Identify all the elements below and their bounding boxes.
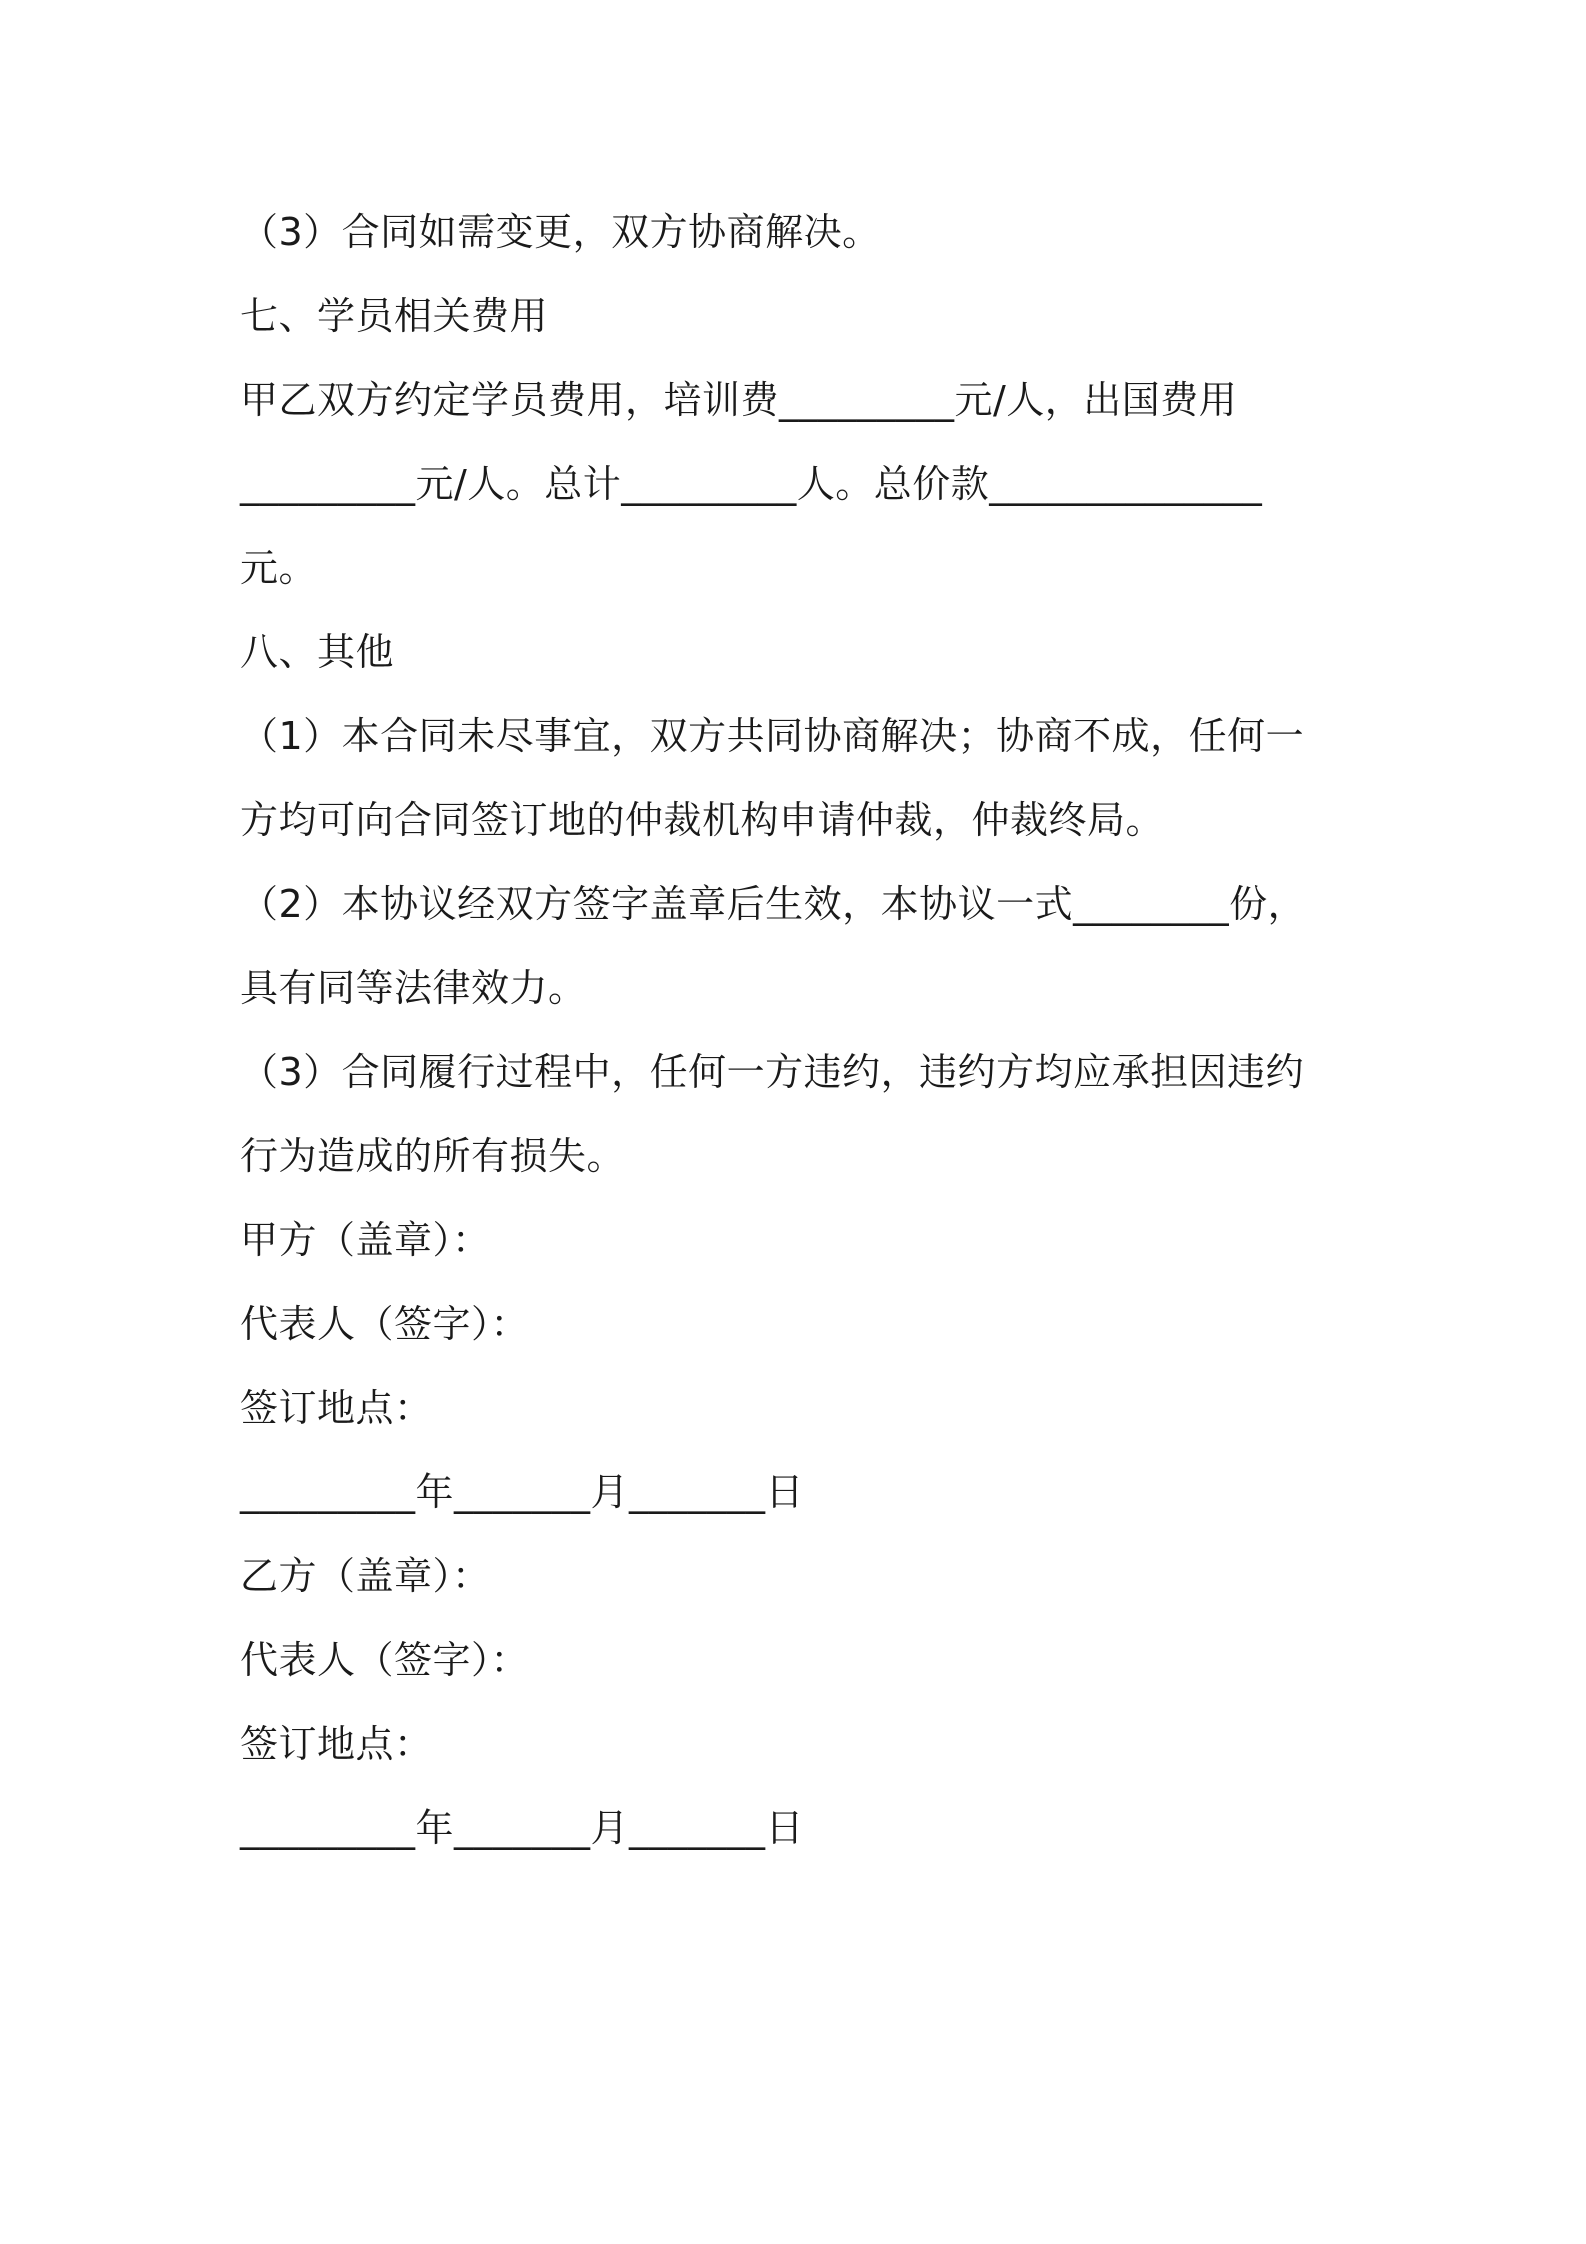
- party-b-date: _________年_______月_______日: [240, 1806, 805, 1850]
- party-b-representative: 代表人（签字）：: [240, 1638, 530, 1682]
- party-b-seal: 乙方（盖章）：: [240, 1554, 491, 1598]
- clause-8-2-line: 具有同等法律效力。: [240, 966, 587, 1010]
- party-a-seal: 甲方（盖章）：: [240, 1218, 491, 1262]
- clause-8-2-line: （2）本协议经双方签字盖章后生效，本协议一式________份，: [240, 882, 1307, 926]
- fees-paragraph-line: 甲乙双方约定学员费用，培训费_________元/人，出国费用: [240, 378, 1238, 422]
- fees-paragraph-line: 元。: [240, 546, 318, 590]
- document-body: [240, 190, 1350, 1870]
- clause-8-1-line: 方均可向合同签订地的仲裁机构申请仲裁，仲裁终局。: [240, 798, 1165, 842]
- section-heading-other: 八、其他: [240, 630, 395, 674]
- party-b-signing-place: 签订地点：: [240, 1722, 433, 1766]
- party-a-signing-place: 签订地点：: [240, 1386, 433, 1430]
- clause-8-1-line: （1）本合同未尽事宜，双方共同协商解决；协商不成，任何一: [240, 714, 1305, 758]
- clause-8-3-line: 行为造成的所有损失。: [240, 1134, 626, 1178]
- section-heading-fees: 七、学员相关费用: [240, 294, 549, 338]
- clause-7-3-change: （3）合同如需变更，双方协商解决。: [240, 210, 881, 254]
- party-a-representative: 代表人（签字）：: [240, 1302, 530, 1346]
- fees-paragraph-line: _________元/人。总计_________人。总价款______________: [240, 462, 1263, 506]
- party-a-date: _________年_______月_______日: [240, 1470, 805, 1514]
- clause-8-3-line: （3）合同履行过程中，任何一方违约，违约方均应承担因违约: [240, 1050, 1305, 1094]
